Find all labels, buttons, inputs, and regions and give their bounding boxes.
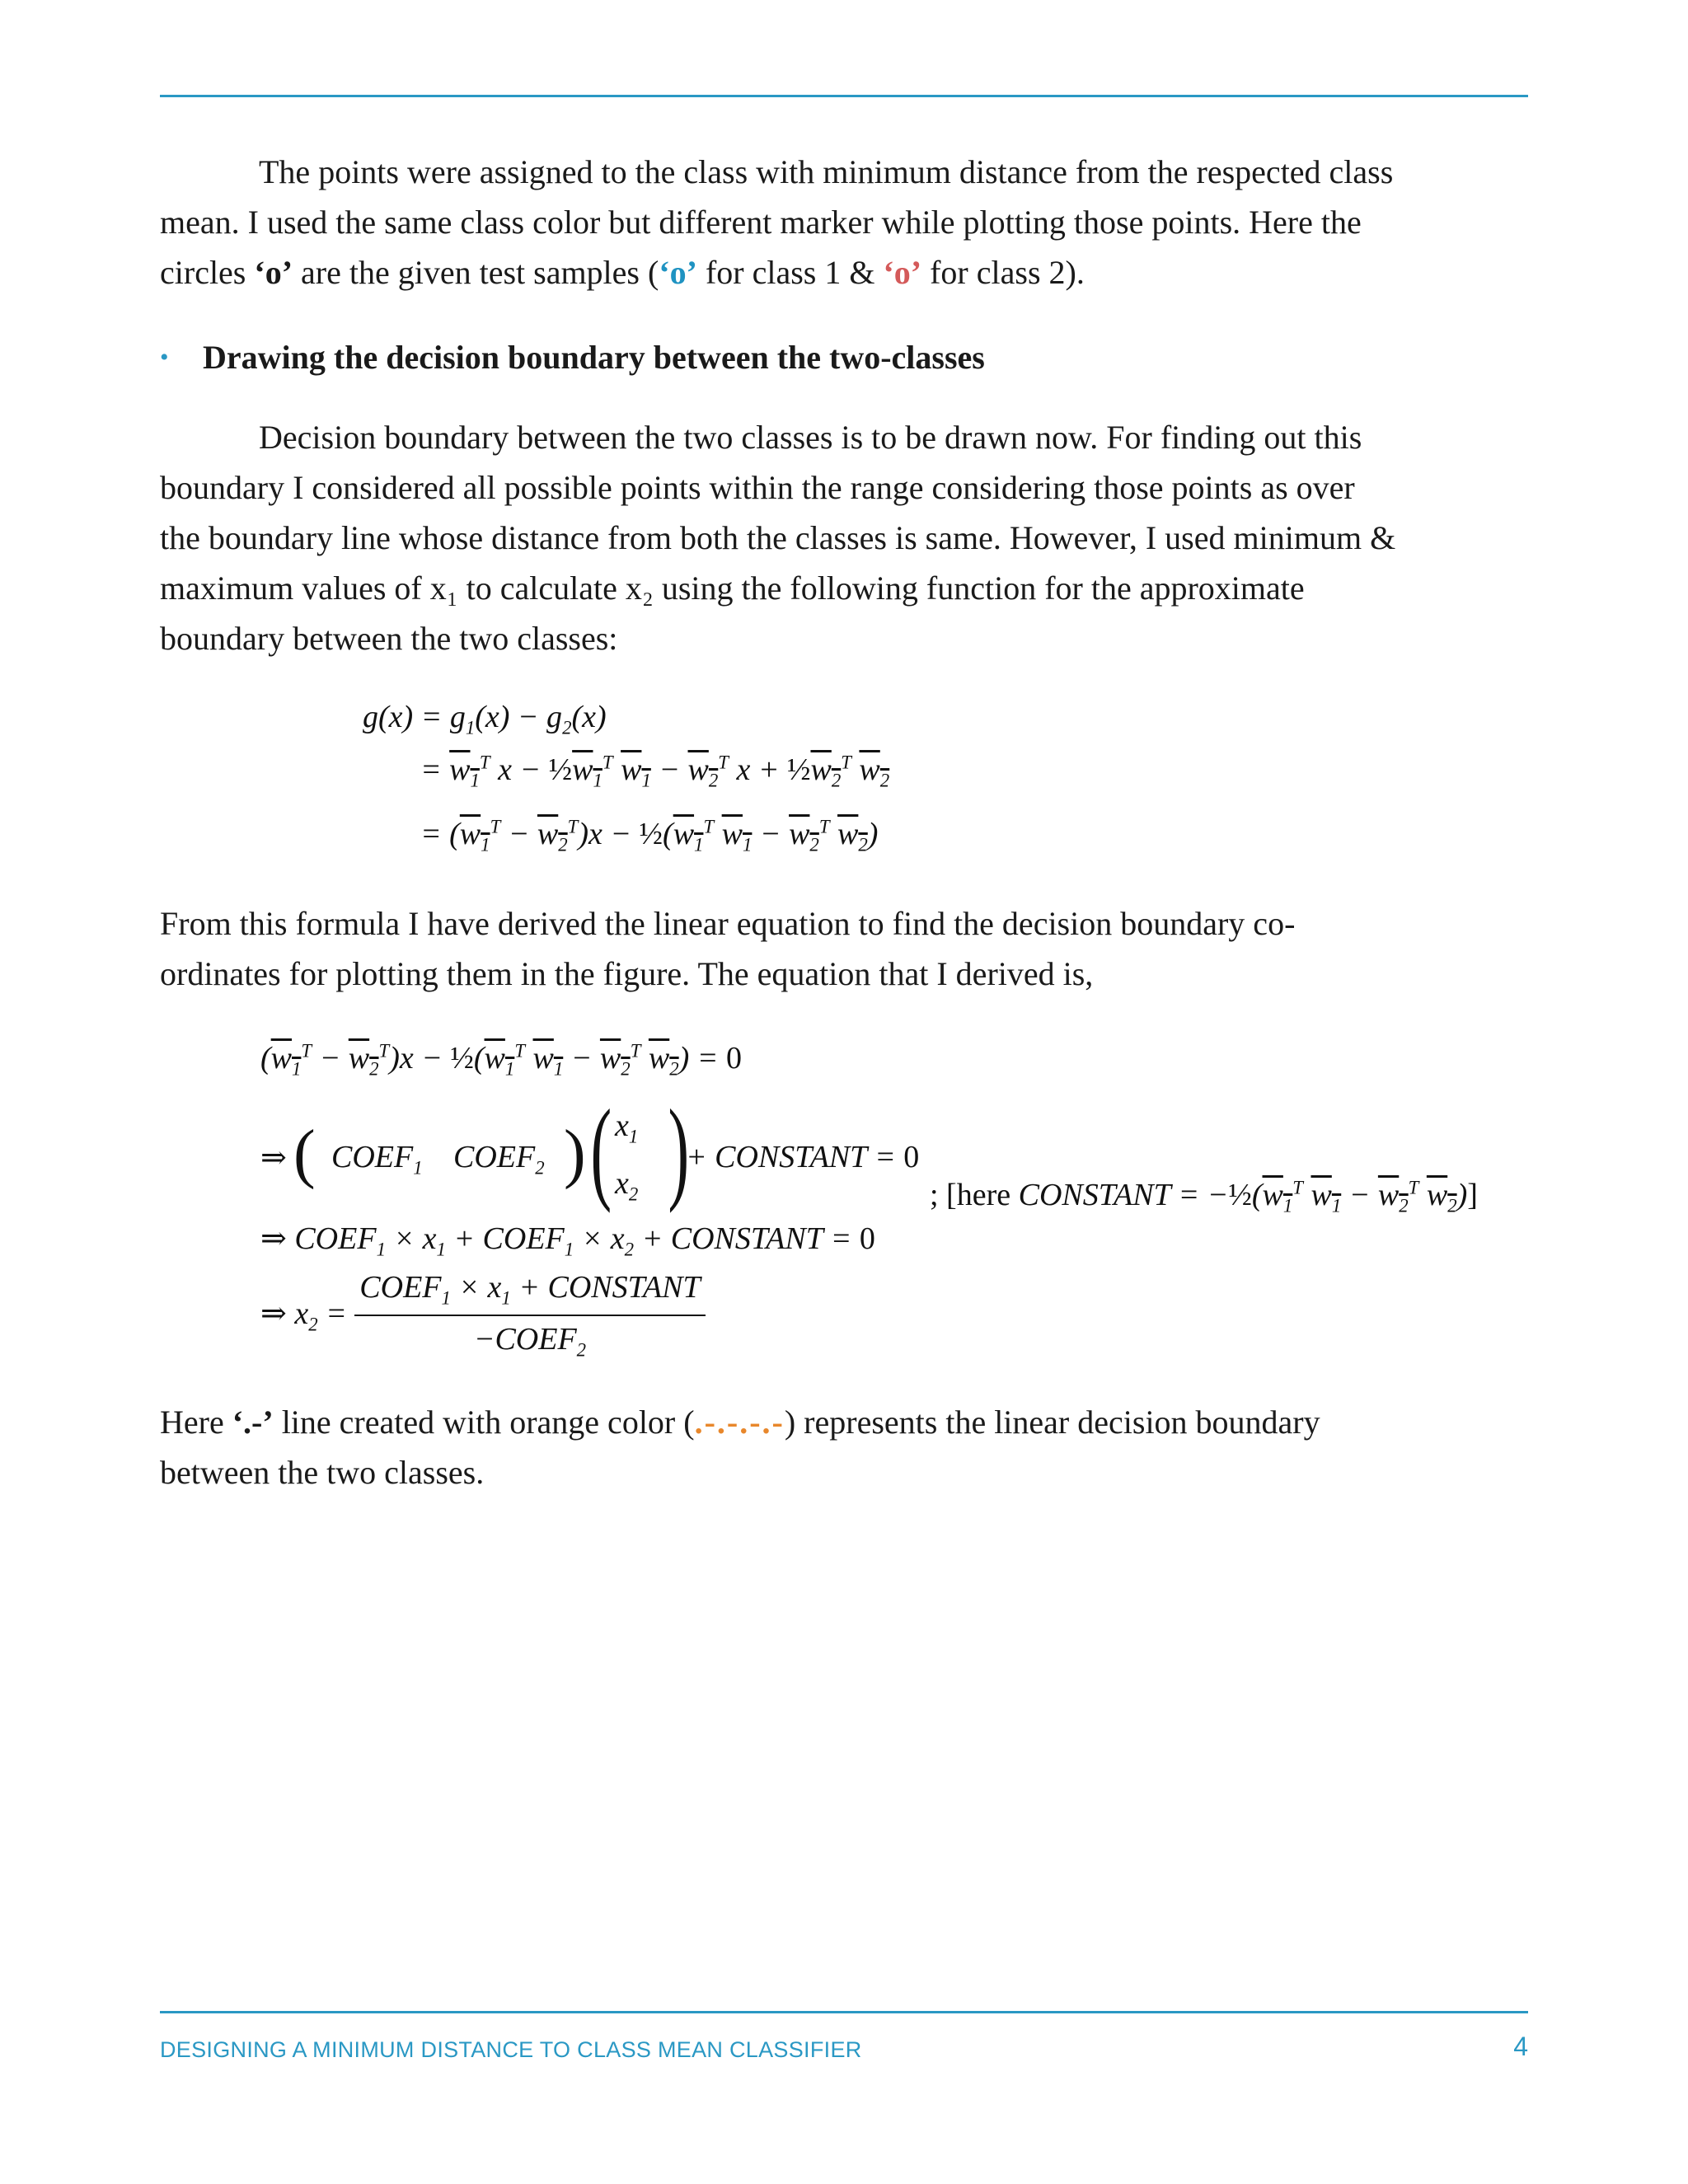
para1-line1: The points were assigned to the class with minimum distance from the respected class [259,153,1394,190]
para2-line2: boundary I considered all possible points within the range considering those points as over [160,469,1355,506]
section-bullet [160,338,985,377]
footer-title: DESIGNING A MINIMUM DISTANCE TO CLASS MEAN CLASSIFIER [160,2037,862,2062]
para1-line3c: for class 1 & [696,254,884,291]
para4-line1c: ) represents the linear decision boundary [784,1404,1320,1441]
equation-x2-solution: ⇒ $x_2$ = $\frac{COEF_1 \times x_1 + CONSTANT}{-COEF_2}$ [260,1269,706,1361]
page-number: 4 [1513,2032,1528,2061]
equation-g-definition: $g(x) = g_1(x) - g_2(x)$ [363,700,607,738]
marker-o: ‘o’ [254,254,293,291]
marker-class2: ‘o’ [883,254,922,291]
marker-dashdot: ‘.-’ [232,1404,274,1441]
constant-note: ; [here [930,1178,1011,1212]
para1-line3a: circles [160,254,255,291]
para1-line3d: for class 2). [921,254,1085,291]
equation-linear-zero: $(w_1^T - w_2^T)x$ − $\frac{1}{2}(w_1^T$ $w_1 - w_2^T$ $w_2) = 0$ [260,1040,742,1080]
para3-line1: From this formula I have derived the linear equation to find the decision boundary co- [160,905,1296,942]
orange-sample: .-.-.-.- [694,1404,785,1441]
equation-expanded-terms: ⇒ $COEF_1 \times x_1$ + $COEF_1 \times x_2$ + CONSTANT = 0 [260,1221,875,1260]
para1-line2: mean. I used the same class color but different marker while plotting those points. Here the [160,204,1362,241]
section-heading: Drawing the decision boundary between the two-classes [203,339,985,376]
footer-rule [160,2011,1528,2013]
para4-line2: between the two classes. [160,1454,485,1491]
para2-line5: boundary between the two classes: [160,620,618,657]
marker-class1: ‘o’ [659,254,697,291]
equation-g-expanded: = $w_1^T$ $x - \frac{1}{2}w_1^T$ $w_1 - w_2^T$ $x + \frac{1}{2}w_2^T$ $w_2$ [420,752,890,791]
para4-line1b: line created with orange color ( [273,1404,695,1441]
bullet-icon: • [160,344,169,371]
header-rule [160,95,1528,97]
para4-line1a: Here [160,1404,232,1441]
para2-line1: Decision boundary between the two classes is to be drawn now. For finding out this [259,419,1362,456]
paragraph-assignment [160,147,1530,298]
equation-g-grouped: = $(w_1^T - w_2^T)x$ − $\frac{1}{2}(w_1^T$ $w_1 - w_2^T$ $w_2$) [420,816,879,855]
para2-line3: the boundary line whose distance from both the classes is same. However, I used minimum & [160,519,1396,556]
paragraph-derivation [160,898,1530,999]
para3-line2: ordinates for plotting them in the figure. The equation that I derived is, [160,955,1094,992]
paragraph-decision-boundary [160,412,1530,663]
paragraph-boundary-legend [160,1397,1530,1497]
constant-definition: ; [here CONSTANT = $-\frac{1}{2}(w_1^T$ $w_1 - w_2^T$ $w_2$)] [930,1177,1478,1216]
para1-line3b: are the given test samples ( [293,254,659,291]
para2-line4: maximum values of x₁ to calculate x₂ using the following function for the approximate [160,569,1305,607]
